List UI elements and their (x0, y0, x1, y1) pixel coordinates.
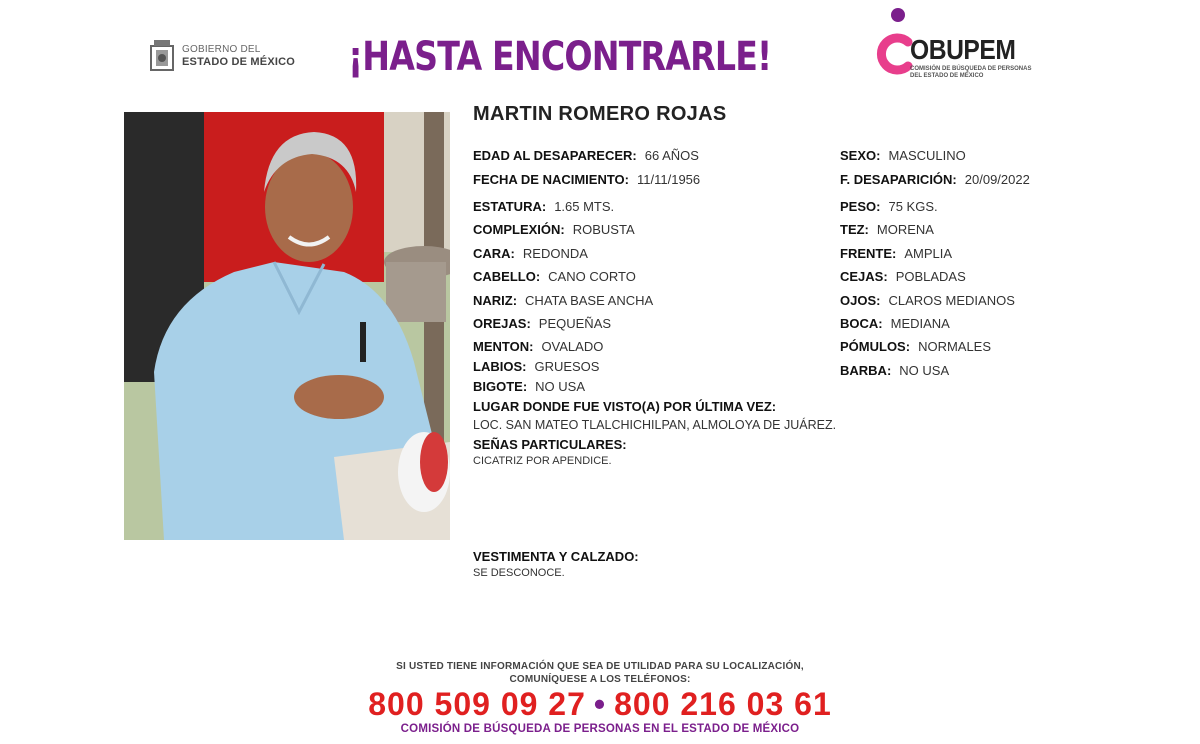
field-ears (473, 316, 611, 331)
field-cheekbones (840, 339, 991, 354)
field-disappearance-date (840, 172, 1030, 187)
field-value: 75 KGS. (888, 199, 938, 214)
phone-number-2: 800 216 03 61 (614, 686, 832, 722)
last-seen-value: LOC. SAN MATEO TLALCHICHILPAN, ALMOLOYA DE JUÁREZ. (473, 418, 837, 432)
field-label: FRENTE: (840, 246, 897, 261)
field-eyebrows (840, 269, 966, 284)
field-label: BOCA: (840, 316, 883, 331)
field-label: ESTATURA: (473, 199, 547, 214)
clothing-label: VESTIMENTA Y CALZADO: (473, 549, 639, 564)
field-label: PESO: (840, 199, 881, 214)
field-lips (473, 359, 599, 374)
crest-icon (148, 38, 176, 74)
last-seen-label: LUGAR DONDE FUE VISTO(A) POR ÚLTIMA VEZ: (473, 399, 777, 414)
field-label: NARIZ: (473, 293, 518, 308)
cobupem-wordmark: OBUPEM (910, 34, 1016, 65)
field-value: CANO CORTO (548, 269, 636, 284)
field-value: PEQUEÑAS (538, 316, 612, 331)
field-value: 66 AÑOS (644, 148, 699, 163)
field-value: CLAROS MEDIANOS (888, 293, 1015, 308)
field-value: MORENA (876, 222, 934, 237)
field-label: CARA: (473, 246, 515, 261)
field-value: 20/09/2022 (964, 172, 1030, 187)
field-value: 1.65 MTS. (554, 199, 615, 214)
field-forehead (840, 246, 952, 261)
government-logo (148, 38, 295, 74)
field-face (473, 246, 588, 261)
field-value: REDONDA (522, 246, 588, 261)
field-build (473, 222, 635, 237)
field-label: EDAD AL DESAPARECER: (473, 148, 637, 163)
field-label: SEXO: (840, 148, 881, 163)
field-label: CABELLO: (473, 269, 541, 284)
field-label: MENTON: (473, 339, 534, 354)
field-value: POBLADAS (895, 269, 966, 284)
field-age (473, 148, 699, 163)
particular-marks-value: CICATRIZ POR APENDICE. (473, 455, 612, 467)
field-value: MASCULINO (888, 148, 966, 163)
footer-info-line2: COMUNÍQUESE A LOS TELÉFONOS: (509, 674, 691, 685)
headline: ¡HASTA ENCONTRARLE! (348, 34, 772, 80)
field-value: NO USA (535, 379, 586, 394)
cobupem-subtitle: COMISIÓN DE BÚSQUEDA DE PERSONAS DEL ESTADO DE MÉXICO (910, 66, 1032, 79)
field-value: ROBUSTA (572, 222, 635, 237)
field-label: BIGOTE: (473, 379, 528, 394)
field-value: CHATA BASE ANCHA (525, 293, 654, 308)
field-complexion (840, 222, 934, 237)
field-hair (473, 269, 636, 284)
government-line1: GOBIERNO DEL (182, 44, 261, 55)
field-label: OREJAS: (473, 316, 531, 331)
clothing-value: SE DESCONOCE. (473, 567, 565, 579)
footer-info-line1: SI USTED TIENE INFORMACIÓN QUE SEA DE UTILIDAD PARA SU LOCALIZACIÓN, (396, 661, 804, 672)
field-sex (840, 148, 966, 163)
government-name (182, 44, 295, 68)
field-height (473, 199, 614, 214)
field-mouth (840, 316, 950, 331)
field-chin (473, 339, 603, 354)
field-eyes (840, 293, 1015, 308)
field-value: GRUESOS (534, 359, 600, 374)
field-label: CEJAS: (840, 269, 888, 284)
field-birth-date (473, 172, 700, 187)
field-value: 11/11/1956 (637, 172, 701, 187)
field-label: PÓMULOS: (840, 339, 911, 354)
field-label: BARBA: (840, 363, 892, 378)
phone-number-1: 800 509 09 27 (368, 686, 586, 722)
field-label: FECHA DE NACIMIENTO: (473, 172, 629, 187)
missing-person-photo (124, 112, 450, 540)
field-value: MEDIANA (890, 316, 950, 331)
field-weight (840, 199, 938, 214)
field-value: NO USA (899, 363, 950, 378)
field-value: OVALADO (541, 339, 604, 354)
footer-commission-name: COMISIÓN DE BÚSQUEDA DE PERSONAS EN EL ESTADO DE MÉXICO (400, 723, 800, 735)
field-label: TEZ: (840, 222, 869, 237)
particular-marks-label: SEÑAS PARTICULARES: (473, 437, 627, 452)
bullet-icon: • (593, 686, 607, 722)
field-nose (473, 293, 653, 308)
field-value: AMPLIA (904, 246, 953, 261)
field-label: OJOS: (840, 293, 881, 308)
field-mustache (473, 379, 585, 394)
field-label: F. DESAPARICIÓN: (840, 172, 957, 187)
government-line2: ESTADO DE MÉXICO (182, 56, 296, 68)
field-label: LABIOS: (473, 359, 527, 374)
phone-numbers (0, 686, 1200, 723)
field-value: NORMALES (918, 339, 992, 354)
field-beard (840, 363, 949, 378)
person-name: MARTIN ROMERO ROJAS (473, 103, 727, 125)
field-label: COMPLEXIÓN: (473, 222, 565, 237)
